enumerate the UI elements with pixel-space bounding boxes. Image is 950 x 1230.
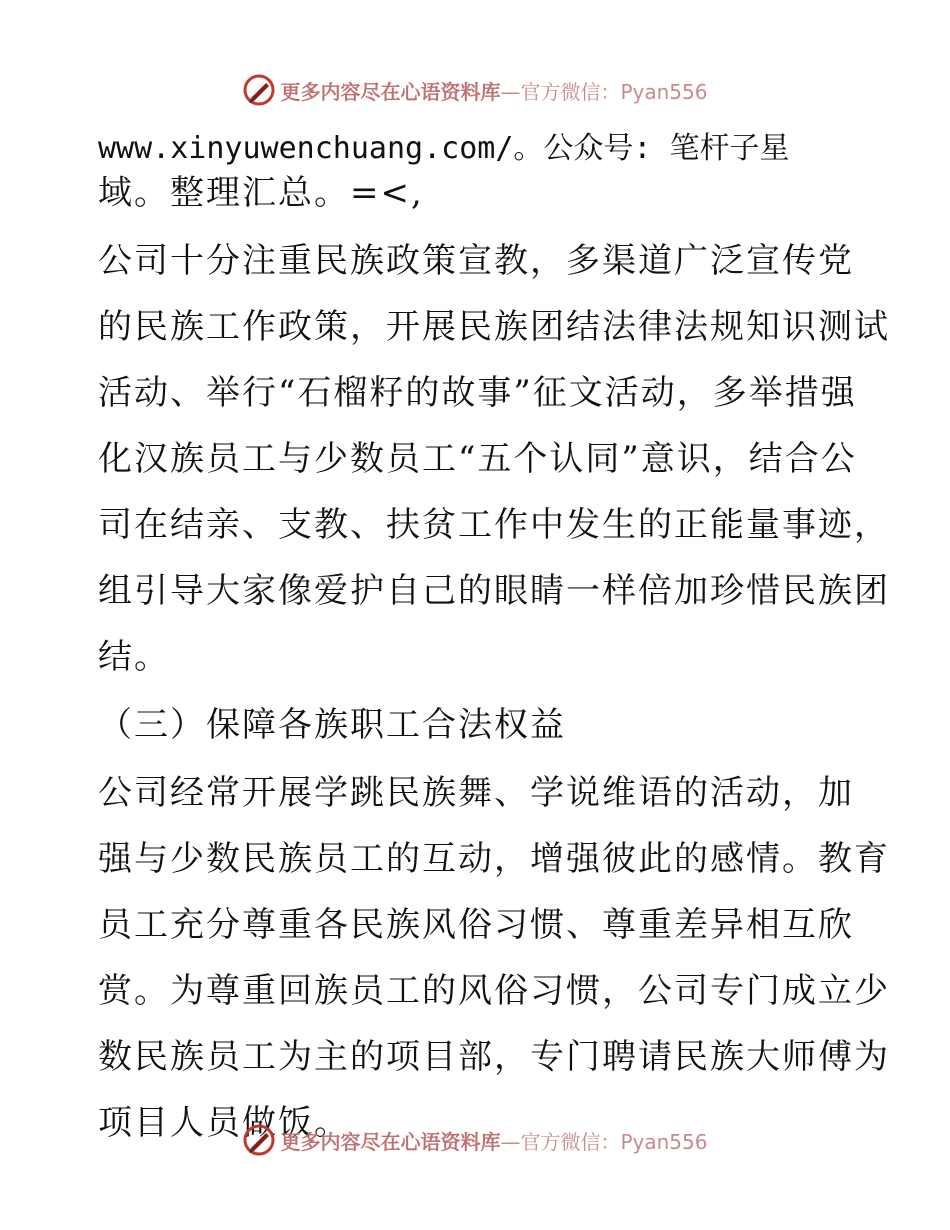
para2-line-6: 项目人员做饭。 [98,1103,350,1143]
header-watermark [0,70,950,110]
para1-line-7: 结。 [98,637,170,677]
para1-line-5: 司在结亲、支教、扶贫工作中发生的正能量事迹， [98,505,890,545]
intro-line-1 [98,124,858,170]
intro-line-2: 域。整理汇总。=<, [98,173,424,213]
url-text: www.xinyuwenchuang.com/。公众号: 笔杆子星 [98,131,790,166]
watermark-text: 更多内容尽在心语资料库—官方微信：Pyan556 [280,79,708,104]
para2-line-5: 数民族员工为主的项目部，专门聘请民族大师傅为 [98,1037,890,1077]
para1-line-3: 活动、举行“石榴籽的故事”征文活动，多举措强 [98,373,857,413]
pen-logo-icon [242,1123,276,1157]
pen-logo-icon [242,73,276,107]
para2-line-1: 公司经常开展学跳民族舞、学说维语的活动，加 [98,773,854,813]
para2-line-2: 强与少数民族员工的互动，增强彼此的感情。教育 [98,839,890,879]
document-body [98,124,890,1146]
watermark-text: 更多内容尽在心语资料库—官方微信：Pyan556 [280,1129,708,1154]
footer-watermark [0,1120,950,1160]
para1-line-4: 化汉族员工与少数员工“五个认同”意识，结合公 [98,439,857,479]
para1-line-2: 的民族工作政策，开展民族团结法律法规知识测试 [98,307,890,347]
section-heading: （三）保障各族职工合法权益 [98,705,566,745]
para2-line-3: 员工充分尊重各民族风俗习惯、尊重差异相互欣 [98,905,854,945]
para2-line-4: 赏。为尊重回族员工的风俗习惯，公司专门成立少 [98,971,890,1011]
para1-line-6: 组引导大家像爱护自己的眼睛一样倍加珍惜民族团 [98,571,890,611]
para1-line-1: 公司十分注重民族政策宣教，多渠道广泛宣传党 [98,241,854,281]
